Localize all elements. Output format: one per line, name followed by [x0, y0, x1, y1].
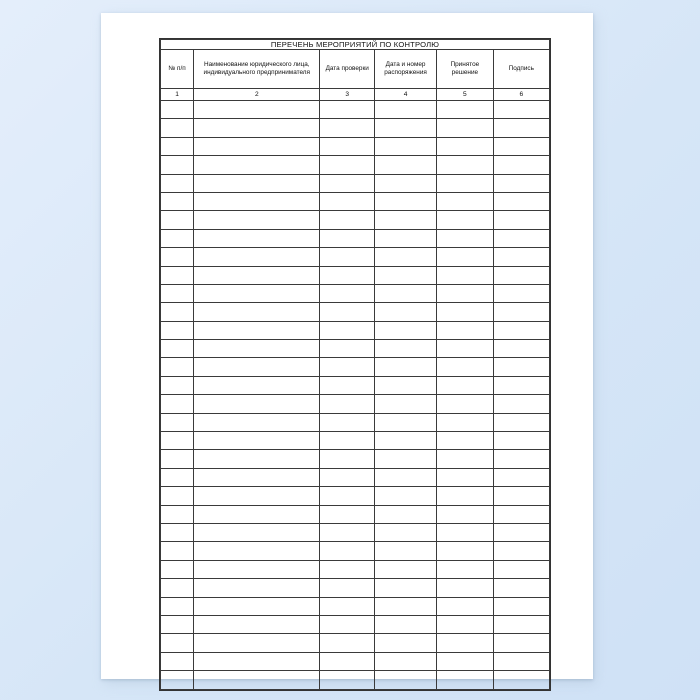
table-cell[interactable]: [493, 229, 549, 247]
table-cell[interactable]: [194, 395, 320, 413]
table-cell[interactable]: [437, 505, 493, 523]
column-header-signature: Подпись: [493, 50, 549, 89]
table-cell[interactable]: [320, 450, 374, 468]
table-cell[interactable]: [437, 671, 493, 689]
table-row[interactable]: [161, 229, 550, 247]
column-header-decision: Принятое решение: [437, 50, 493, 89]
table-cell[interactable]: [437, 321, 493, 339]
table-cell[interactable]: [161, 321, 194, 339]
table-cell[interactable]: [374, 284, 436, 302]
registry-sheet: [159, 38, 551, 691]
column-number-1: 1: [161, 89, 194, 101]
table-cell[interactable]: [374, 671, 436, 689]
table-row[interactable]: [161, 432, 550, 450]
table-cell[interactable]: [374, 248, 436, 266]
table-header: [161, 40, 550, 101]
table-cell[interactable]: [437, 376, 493, 394]
table-cell[interactable]: [194, 450, 320, 468]
table-cell[interactable]: [161, 468, 194, 486]
table-cell[interactable]: [320, 137, 374, 155]
table-row[interactable]: [161, 174, 550, 192]
table-cell[interactable]: [194, 321, 320, 339]
table-cell[interactable]: [161, 542, 194, 560]
table-cell[interactable]: [437, 266, 493, 284]
table-cell[interactable]: [161, 248, 194, 266]
table-cell[interactable]: [493, 358, 549, 376]
table-cell[interactable]: [493, 468, 549, 486]
table-cell[interactable]: [161, 395, 194, 413]
table-cell[interactable]: [320, 358, 374, 376]
table-cell[interactable]: [194, 211, 320, 229]
table-cell[interactable]: [437, 284, 493, 302]
table-cell[interactable]: [493, 523, 549, 541]
table-cell[interactable]: [161, 560, 194, 578]
table-cell[interactable]: [374, 395, 436, 413]
table-cell[interactable]: [493, 266, 549, 284]
table-cell[interactable]: [374, 468, 436, 486]
table-cell[interactable]: [374, 376, 436, 394]
table-cell[interactable]: [493, 211, 549, 229]
table-cell[interactable]: [374, 340, 436, 358]
table-row[interactable]: [161, 505, 550, 523]
table-cell[interactable]: [320, 101, 374, 119]
table-cell[interactable]: [194, 174, 320, 192]
table-row[interactable]: [161, 560, 550, 578]
table-cell[interactable]: [320, 432, 374, 450]
table-cell[interactable]: [161, 597, 194, 615]
table-row[interactable]: [161, 450, 550, 468]
table-row[interactable]: [161, 266, 550, 284]
table-row[interactable]: [161, 156, 550, 174]
table-cell[interactable]: [320, 192, 374, 210]
table-cell[interactable]: [374, 358, 436, 376]
table-cell[interactable]: [320, 560, 374, 578]
table-cell[interactable]: [437, 560, 493, 578]
table-cell[interactable]: [437, 615, 493, 633]
table-cell[interactable]: [437, 432, 493, 450]
table-cell[interactable]: [161, 523, 194, 541]
column-number-2: 2: [194, 89, 320, 101]
table-row[interactable]: [161, 340, 550, 358]
table-cell[interactable]: [320, 542, 374, 560]
table-cell[interactable]: [194, 468, 320, 486]
table-cell[interactable]: [194, 284, 320, 302]
table-cell[interactable]: [374, 119, 436, 137]
table-cell[interactable]: [437, 137, 493, 155]
table-cell[interactable]: [320, 468, 374, 486]
table-cell[interactable]: [437, 579, 493, 597]
table-cell[interactable]: [374, 413, 436, 431]
table-cell[interactable]: [194, 101, 320, 119]
table-cell[interactable]: [161, 156, 194, 174]
table-row[interactable]: [161, 284, 550, 302]
table-cell[interactable]: [161, 137, 194, 155]
table-cell[interactable]: [161, 174, 194, 192]
table-cell[interactable]: [161, 101, 194, 119]
table-cell[interactable]: [194, 376, 320, 394]
table-cell[interactable]: [320, 523, 374, 541]
table-cell[interactable]: [161, 266, 194, 284]
table-cell[interactable]: [194, 303, 320, 321]
table-cell[interactable]: [437, 395, 493, 413]
column-number-5: 5: [437, 89, 493, 101]
table-cell[interactable]: [194, 192, 320, 210]
table-row[interactable]: [161, 192, 550, 210]
table-cell[interactable]: [320, 615, 374, 633]
table-cell[interactable]: [437, 523, 493, 541]
table-cell[interactable]: [161, 358, 194, 376]
table-cell[interactable]: [493, 137, 549, 155]
table-cell[interactable]: [493, 376, 549, 394]
table-cell[interactable]: [320, 248, 374, 266]
table-row[interactable]: [161, 652, 550, 670]
table-cell[interactable]: [161, 579, 194, 597]
table-row[interactable]: [161, 634, 550, 652]
table-cell[interactable]: [374, 542, 436, 560]
table-cell[interactable]: [194, 137, 320, 155]
table-row[interactable]: [161, 579, 550, 597]
table-cell[interactable]: [374, 560, 436, 578]
table-cell[interactable]: [161, 303, 194, 321]
table-row[interactable]: [161, 137, 550, 155]
table-cell[interactable]: [161, 615, 194, 633]
table-cell[interactable]: [493, 321, 549, 339]
table-cell[interactable]: [161, 284, 194, 302]
table-cell[interactable]: [320, 376, 374, 394]
table-cell[interactable]: [320, 211, 374, 229]
table-cell[interactable]: [161, 229, 194, 247]
table-row[interactable]: [161, 358, 550, 376]
table-cell[interactable]: [437, 597, 493, 615]
table-cell[interactable]: [493, 487, 549, 505]
table-row[interactable]: [161, 615, 550, 633]
column-header-number: № п/п: [161, 50, 194, 89]
table-cell[interactable]: [320, 303, 374, 321]
table-cell[interactable]: [194, 156, 320, 174]
table-cell[interactable]: [194, 615, 320, 633]
table-row[interactable]: [161, 597, 550, 615]
table-row[interactable]: [161, 468, 550, 486]
document-page: [101, 13, 593, 679]
table-cell[interactable]: [437, 652, 493, 670]
table-cell[interactable]: [437, 211, 493, 229]
table-cell[interactable]: [320, 229, 374, 247]
table-cell[interactable]: [493, 671, 549, 689]
table-cell[interactable]: [194, 505, 320, 523]
table-cell[interactable]: [493, 192, 549, 210]
table-cell[interactable]: [493, 156, 549, 174]
table-cell[interactable]: [437, 101, 493, 119]
table-row[interactable]: [161, 542, 550, 560]
table-cell[interactable]: [493, 542, 549, 560]
table-cell[interactable]: [320, 266, 374, 284]
column-number-4: 4: [374, 89, 436, 101]
table-cell[interactable]: [320, 413, 374, 431]
table-row[interactable]: [161, 119, 550, 137]
table-cell[interactable]: [194, 266, 320, 284]
table-cell[interactable]: [194, 523, 320, 541]
table-row[interactable]: [161, 248, 550, 266]
table-cell[interactable]: [194, 560, 320, 578]
table-cell[interactable]: [320, 321, 374, 339]
table-cell[interactable]: [493, 413, 549, 431]
table-row[interactable]: [161, 101, 550, 119]
table-cell[interactable]: [374, 597, 436, 615]
table-cell[interactable]: [320, 579, 374, 597]
table-cell[interactable]: [437, 192, 493, 210]
table-cell[interactable]: [493, 340, 549, 358]
table-cell[interactable]: [493, 560, 549, 578]
table-cell[interactable]: [161, 376, 194, 394]
table-cell[interactable]: [374, 652, 436, 670]
table-cell[interactable]: [374, 174, 436, 192]
table-cell[interactable]: [437, 450, 493, 468]
table-row[interactable]: [161, 321, 550, 339]
column-header-inspection-date: Дата проверки: [320, 50, 374, 89]
table-cell[interactable]: [161, 450, 194, 468]
table-cell[interactable]: [194, 340, 320, 358]
table-cell[interactable]: [437, 174, 493, 192]
table-row[interactable]: [161, 487, 550, 505]
table-cell[interactable]: [320, 395, 374, 413]
column-number-3: 3: [320, 89, 374, 101]
table-row[interactable]: [161, 376, 550, 394]
table-row[interactable]: [161, 671, 550, 689]
document-title: ПЕРЕЧЕНЬ МЕРОПРИЯТИЙ ПО КОНТРОЛЮ: [161, 40, 550, 50]
header-numbers-row: [161, 89, 550, 101]
table-cell[interactable]: [194, 487, 320, 505]
table-row[interactable]: [161, 523, 550, 541]
table-cell[interactable]: [161, 211, 194, 229]
table-cell[interactable]: [320, 487, 374, 505]
table-cell[interactable]: [493, 119, 549, 137]
table-cell[interactable]: [320, 284, 374, 302]
header-labels-row: [161, 50, 550, 89]
table-cell[interactable]: [493, 248, 549, 266]
column-header-order-date-number: Дата и номер распоряжения: [374, 50, 436, 89]
table-cell[interactable]: [437, 340, 493, 358]
table-cell[interactable]: [493, 174, 549, 192]
table-cell[interactable]: [374, 321, 436, 339]
table-row[interactable]: [161, 211, 550, 229]
table-cell[interactable]: [161, 119, 194, 137]
table-cell[interactable]: [493, 615, 549, 633]
table-cell[interactable]: [194, 597, 320, 615]
table-cell[interactable]: [493, 395, 549, 413]
table-cell[interactable]: [161, 634, 194, 652]
table-cell[interactable]: [374, 487, 436, 505]
table-cell[interactable]: [493, 505, 549, 523]
table-cell[interactable]: [437, 468, 493, 486]
table-cell[interactable]: [437, 229, 493, 247]
table-cell[interactable]: [374, 505, 436, 523]
table-cell[interactable]: [161, 487, 194, 505]
table-cell[interactable]: [493, 432, 549, 450]
table-cell[interactable]: [437, 303, 493, 321]
table-cell[interactable]: [194, 634, 320, 652]
table-cell[interactable]: [320, 634, 374, 652]
table-cell[interactable]: [161, 413, 194, 431]
table-cell[interactable]: [374, 634, 436, 652]
table-cell[interactable]: [437, 248, 493, 266]
table-cell[interactable]: [194, 542, 320, 560]
table-cell[interactable]: [161, 192, 194, 210]
table-cell[interactable]: [320, 505, 374, 523]
table-cell[interactable]: [320, 174, 374, 192]
registry-table: [160, 39, 550, 690]
table-cell[interactable]: [437, 487, 493, 505]
table-cell[interactable]: [437, 542, 493, 560]
table-cell[interactable]: [161, 505, 194, 523]
title-row: [161, 40, 550, 50]
table-cell[interactable]: [374, 211, 436, 229]
table-cell[interactable]: [437, 413, 493, 431]
table-cell[interactable]: [194, 579, 320, 597]
table-row[interactable]: [161, 395, 550, 413]
table-cell[interactable]: [374, 101, 436, 119]
table-cell[interactable]: [437, 156, 493, 174]
table-row[interactable]: [161, 413, 550, 431]
table-body: [161, 101, 550, 690]
table-cell[interactable]: [320, 156, 374, 174]
table-cell[interactable]: [161, 652, 194, 670]
table-cell[interactable]: [374, 266, 436, 284]
table-cell[interactable]: [493, 101, 549, 119]
table-cell[interactable]: [194, 652, 320, 670]
table-cell[interactable]: [161, 671, 194, 689]
table-cell[interactable]: [194, 248, 320, 266]
table-cell[interactable]: [194, 671, 320, 689]
table-cell[interactable]: [194, 119, 320, 137]
table-cell[interactable]: [161, 340, 194, 358]
table-cell[interactable]: [194, 413, 320, 431]
table-cell[interactable]: [374, 192, 436, 210]
table-cell[interactable]: [320, 119, 374, 137]
table-cell[interactable]: [320, 597, 374, 615]
table-cell[interactable]: [493, 634, 549, 652]
table-cell[interactable]: [374, 579, 436, 597]
table-cell[interactable]: [437, 358, 493, 376]
table-cell[interactable]: [493, 597, 549, 615]
table-cell[interactable]: [194, 358, 320, 376]
table-cell[interactable]: [374, 137, 436, 155]
table-cell[interactable]: [493, 284, 549, 302]
table-cell[interactable]: [493, 579, 549, 597]
table-cell[interactable]: [320, 340, 374, 358]
table-cell[interactable]: [374, 450, 436, 468]
table-cell[interactable]: [374, 156, 436, 174]
table-cell[interactable]: [194, 432, 320, 450]
table-cell[interactable]: [437, 634, 493, 652]
table-cell[interactable]: [493, 303, 549, 321]
column-number-6: 6: [493, 89, 549, 101]
table-cell[interactable]: [374, 303, 436, 321]
table-cell[interactable]: [374, 523, 436, 541]
table-cell[interactable]: [320, 671, 374, 689]
column-header-entity-name: Наименование юридического лица, индивидуального предпринимателя: [194, 50, 320, 89]
table-cell[interactable]: [493, 450, 549, 468]
table-cell[interactable]: [374, 432, 436, 450]
table-cell[interactable]: [374, 615, 436, 633]
table-row[interactable]: [161, 303, 550, 321]
table-cell[interactable]: [437, 119, 493, 137]
table-cell[interactable]: [320, 652, 374, 670]
table-cell[interactable]: [493, 652, 549, 670]
table-cell[interactable]: [194, 229, 320, 247]
table-cell[interactable]: [161, 432, 194, 450]
table-cell[interactable]: [374, 229, 436, 247]
